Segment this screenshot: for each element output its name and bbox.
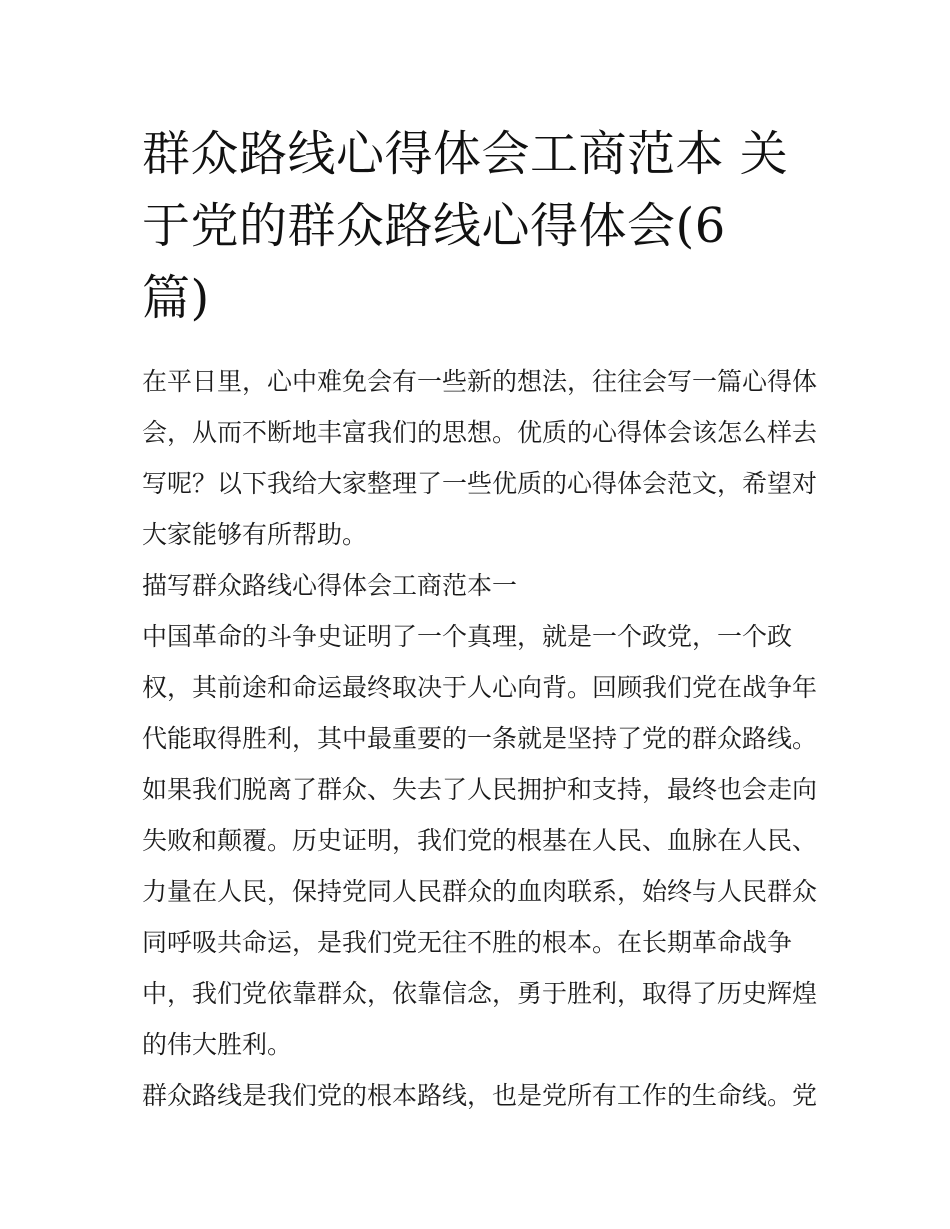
body-paragraph — [142, 611, 818, 1070]
paragraph-line: 中，我们党依靠群众，依靠信念，勇于胜利，取得了历史辉煌 — [142, 979, 818, 1008]
paragraph-line: 大家能够有所帮助。 — [142, 520, 368, 549]
paragraph-line: 力量在人民，保持党同人民群众的血肉联系，始终与人民群众 — [142, 877, 818, 906]
paragraph-line: 同呼吸共命运，是我们党无往不胜的根本。在长期革命战争 — [142, 928, 793, 957]
section-heading — [142, 560, 814, 611]
paragraph-line: 群众路线是我们党的根本路线，也是党所有工作的生命线。党 — [142, 1081, 818, 1110]
paragraph-line: 失败和颠覆。历史证明，我们党的根基在人民、血脉在人民、 — [142, 826, 818, 855]
title-line: 群众路线心得体会工商范本 关 — [142, 126, 789, 182]
paragraph-line: 如果我们脱离了群众、失去了人民拥护和支持，最终也会走向 — [142, 775, 818, 804]
paragraph-line: 会，从而不断地丰富我们的思想。优质的心得体会该怎么样去 — [142, 418, 818, 447]
title-spacer — [142, 334, 814, 356]
body-paragraph — [142, 1070, 818, 1121]
intro-paragraph — [142, 356, 818, 560]
paragraph-line: 权，其前途和命运最终取决于人心向背。回顾我们党在战争年 — [142, 673, 818, 702]
document-content — [142, 118, 818, 1121]
paragraph-line: 的伟大胜利。 — [142, 1030, 293, 1059]
title-line: 篇) — [142, 270, 210, 326]
title-line: 于党的群众路线心得体会(6 — [142, 198, 726, 254]
document-title — [142, 118, 814, 334]
paragraph-line: 中国革命的斗争史证明了一个真理，就是一个政党，一个政 — [142, 622, 793, 651]
paragraph-line: 代能取得胜利，其中最重要的一条就是坚持了党的群众路线。 — [142, 724, 818, 753]
paragraph-line: 写呢？以下我给大家整理了一些优质的心得体会范文，希望对 — [142, 469, 818, 498]
section-heading-text: 描写群众路线心得体会工商范本一 — [142, 571, 518, 600]
paragraph-line: 在平日里，心中难免会有一些新的想法，往往会写一篇心得体 — [142, 367, 818, 396]
